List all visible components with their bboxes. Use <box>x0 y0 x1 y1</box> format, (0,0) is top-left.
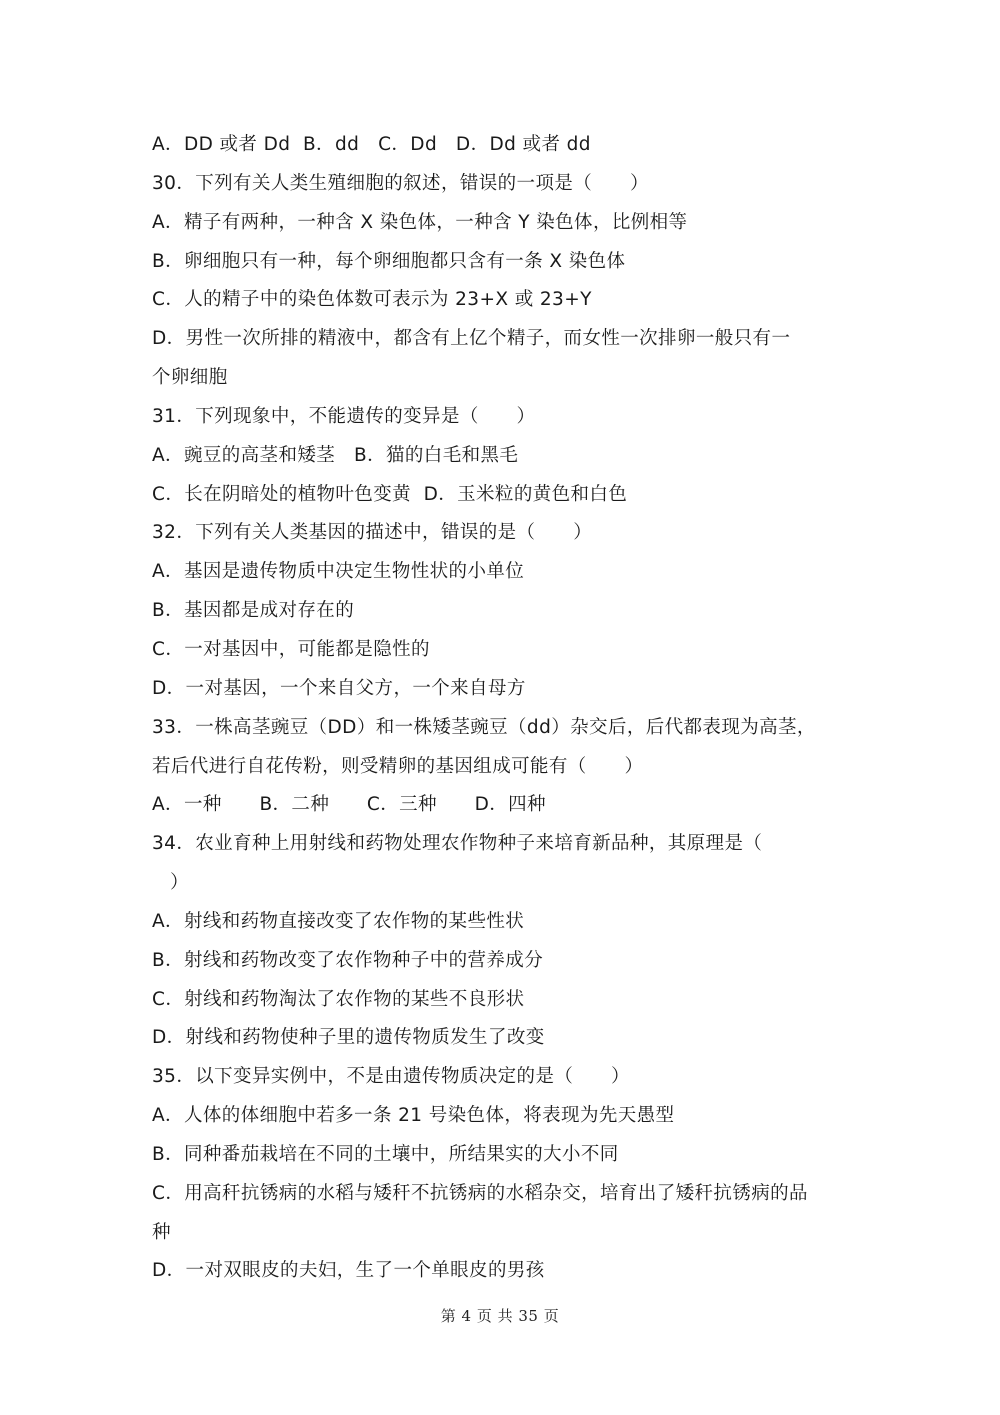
q34-option-a: A．射线和药物直接改变了农作物的某些性状 <box>152 910 525 932</box>
q35-option-d: D．一对双眼皮的夫妇，生了一个单眼皮的男孩 <box>152 1260 545 1282</box>
q35-option-a: A．人体的体细胞中若多一条 21 号染色体，将表现为先天愚型 <box>152 1105 675 1127</box>
q29-answer-options: A．DD 或者 Dd B．dd C．Dd D．Dd 或者 dd <box>152 134 591 155</box>
q32-option-d: D．一对基因，一个来自父方，一个来自母方 <box>152 677 526 699</box>
q32-stem: 32．下列有关人类基因的描述中，错误的是（ ） <box>152 522 593 544</box>
q30-option-d: D．男性一次所排的精液中，都含有上亿个精子，而女性一次排卵一般只有一 <box>152 328 791 350</box>
q32-option-c: C．一对基因中，可能都是隐性的 <box>152 638 430 660</box>
q30-option-d-continued: 个卵细胞 <box>152 367 228 389</box>
q35-stem: 35．以下变异实例中，不是由遗传物质决定的是（ ） <box>152 1066 630 1088</box>
q33-options: A．一种 B．二种 C．三种 D．四种 <box>152 794 546 816</box>
q35-option-c: C．用高秆抗锈病的水稻与矮秆不抗锈病的水稻杂交，培育出了矮秆抗锈病的品 <box>152 1182 808 1204</box>
q30-option-c: C．人的精子中的染色体数可表示为 23+X 或 23+Y <box>152 289 592 311</box>
q30-option-a: A．精子有两种，一种含 X 染色体，一种含 Y 染色体，比例相等 <box>152 211 688 233</box>
q35-option-c-continued: 种 <box>152 1221 171 1243</box>
q34-stem-continued: ） <box>170 872 189 894</box>
q32-option-b: B．基因都是成对存在的 <box>152 600 355 622</box>
q34-option-c: C．射线和药物淘汰了农作物的某些不良形状 <box>152 988 525 1010</box>
q33-stem-continued: 若后代进行自花传粉，则受精卵的基因组成可能有（ ） <box>152 755 644 777</box>
q30-option-b: B．卵细胞只有一种，每个卵细胞都只含有一条 X 染色体 <box>152 250 626 272</box>
q34-stem: 34．农业育种上用射线和药物处理农作物种子来培育新品种，其原理是（ <box>152 833 763 855</box>
q31-stem: 31．下列现象中，不能遗传的变异是（ ） <box>152 405 536 427</box>
page-number-footer: 第 4 页 共 35 页 <box>440 1307 560 1325</box>
q31-options-ab: A．豌豆的高茎和矮茎 B．猫的白毛和黑毛 <box>152 444 519 466</box>
q35-option-b: B．同种番茄栽培在不同的土壤中，所结果实的大小不同 <box>152 1143 619 1165</box>
q33-stem: 33．一株高茎豌豆（DD）和一株矮茎豌豆（dd）杂交后，后代都表现为高茎， <box>152 716 816 738</box>
q32-option-a: A．基因是遗传物质中决定生物性状的小单位 <box>152 561 525 583</box>
question-content <box>152 126 852 1291</box>
q31-options-cd: C．长在阴暗处的植物叶色变黄 D．玉米粒的黄色和白色 <box>152 483 628 505</box>
q30-stem: 30．下列有关人类生殖细胞的叙述，错误的一项是（ ） <box>152 172 649 194</box>
q34-option-b: B．射线和药物改变了农作物种子中的营养成分 <box>152 949 544 971</box>
q34-option-d: D．射线和药物使种子里的遗传物质发生了改变 <box>152 1027 545 1049</box>
